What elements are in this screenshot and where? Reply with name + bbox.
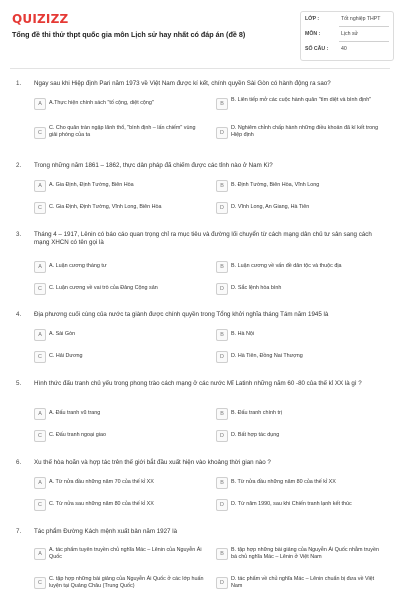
count-value: 40: [341, 46, 347, 52]
option-text: C. Hải Dương: [49, 353, 83, 359]
option-letter: A: [34, 548, 46, 560]
option-letter: A: [34, 180, 46, 192]
option-letter: C: [34, 202, 46, 214]
option-letter: A: [34, 261, 46, 273]
option-c[interactable]: [34, 575, 204, 591]
option-a[interactable]: [34, 178, 204, 194]
option-letter: A: [34, 329, 46, 341]
option-d[interactable]: [216, 497, 388, 513]
header: [0, 0, 400, 64]
subject-label: MÔN :: [305, 31, 321, 37]
option-letter: B: [216, 98, 228, 110]
option-text: B. Định Tường, Biên Hòa, Vĩnh Long: [231, 182, 320, 188]
option-letter: C: [34, 283, 46, 295]
question-text: Địa phương cuối cùng của nước ta giành được chính quyền trong Tổng khởi nghĩa tháng Tám năm 1945 là: [34, 311, 329, 318]
option-letter: D: [216, 351, 228, 363]
option-c[interactable]: [34, 497, 204, 513]
option-letter: B: [216, 408, 228, 420]
question-number: 3.: [16, 231, 22, 238]
option-d[interactable]: [216, 200, 388, 216]
option-letter: D: [216, 430, 228, 442]
meta-subject-row: [305, 29, 389, 42]
option-text: A. Luận cương tháng tư: [49, 263, 107, 269]
option-text: D. tác phẩm về chủ nghĩa Mác – Lênin chuẩn bị đưa về Việt Nam: [231, 576, 375, 589]
option-text: C. Luận cương về vai trò của Đảng Cộng sản: [49, 285, 158, 291]
question-number: 6.: [16, 459, 22, 466]
option-a[interactable]: [34, 96, 204, 112]
option-text: B. Từ nửa đầu những năm 80 của thế kỉ XX: [231, 479, 336, 485]
option-text: B. Hà Nội: [231, 331, 255, 337]
option-b[interactable]: [216, 406, 388, 422]
question-text: Ngay sau khi Hiệp định Pari năm 1973 về Việt Nam được kí kết, chính quyền Sài Gòn có hành động ra sao?: [34, 80, 331, 87]
option-text: B. Luận cương về vấn đề dân tộc và thuộc địa: [231, 263, 342, 269]
option-letter: B: [216, 180, 228, 192]
option-letter: C: [34, 351, 46, 363]
option-text: D. Nghiêm chỉnh chấp hành những điều khoản đã kí kết trong Hiệp định: [231, 125, 379, 138]
option-letter: C: [34, 499, 46, 511]
option-b[interactable]: [216, 475, 388, 491]
option-text: A. Đấu tranh vũ trang: [49, 410, 101, 416]
question-number: 4.: [16, 311, 22, 318]
option-a[interactable]: [34, 546, 204, 562]
option-d[interactable]: [216, 281, 388, 297]
option-text: C. Từ nửa sau những năm 80 của thế kỉ XX: [49, 501, 154, 507]
option-text: B. Đấu tranh chính trị: [231, 410, 282, 416]
option-a[interactable]: [34, 327, 204, 343]
option-c[interactable]: [34, 428, 204, 444]
class-value: Tốt nghiệp THPT: [341, 16, 381, 22]
meta-count-row: [305, 44, 389, 57]
option-letter: C: [34, 127, 46, 139]
option-text: A. Gia Định, Định Tường, Biên Hòa: [49, 182, 134, 188]
option-text: A.Thực hiện chính sách "tố cộng, diệt cộng": [49, 100, 154, 106]
option-text: C. tập hợp những bài giảng của Nguyễn Ái Quốc ở các lớp huấn luyện tại Quảng Châu (Trung Quốc): [49, 576, 204, 589]
option-d[interactable]: [216, 428, 388, 444]
question-text: Xu thế hòa hoãn và hợp tác trên thế giới bắt đầu xuất hiện vào khoảng thời gian nào ?: [34, 459, 271, 466]
option-b[interactable]: [216, 327, 388, 343]
option-d[interactable]: [216, 349, 388, 365]
option-c[interactable]: [34, 200, 204, 216]
quizizz-logo: QUIZIZZ: [12, 12, 69, 26]
option-text: C. Cho quân tràn ngập lãnh thổ, "bình định – lấn chiếm" vùng giải phóng của ta: [49, 125, 196, 138]
option-letter: A: [34, 98, 46, 110]
question-number: 2.: [16, 162, 22, 169]
option-text: A. Sài Gòn: [49, 331, 76, 337]
option-letter: D: [216, 577, 228, 589]
option-text: D. Sắc lệnh hòa bình: [231, 285, 282, 291]
option-letter: A: [34, 477, 46, 489]
question-number: 1.: [16, 80, 22, 87]
option-text: C. Đấu tranh ngoại giao: [49, 432, 106, 438]
option-a[interactable]: [34, 475, 204, 491]
subject-value: Lịch sử: [341, 31, 359, 37]
option-text: C. Gia Định, Định Tường, Vĩnh Long, Biên Hòa: [49, 204, 162, 210]
count-label: SỐ CÂU :: [305, 46, 329, 52]
option-a[interactable]: [34, 259, 204, 275]
option-text: D. Từ năm 1990, sau khi Chiến tranh lạnh kết thúc: [231, 501, 352, 507]
option-letter: D: [216, 127, 228, 139]
option-text: B. Liên tiếp mở các cuộc hành quân "tìm diệt và bình định": [231, 97, 372, 103]
option-letter: B: [216, 548, 228, 560]
option-d[interactable]: [216, 575, 388, 591]
class-label: LỚP :: [305, 16, 320, 22]
option-letter: B: [216, 329, 228, 341]
option-b[interactable]: [216, 546, 388, 562]
question-text: Tác phẩm Đường Kách mệnh xuất bản năm 1927 là: [34, 528, 178, 535]
option-letter: B: [216, 261, 228, 273]
option-text: D. Vĩnh Long, An Giang, Hà Tiên: [231, 204, 310, 210]
option-text: A. tác phẩm tuyên truyền chủ nghĩa Mác – Lênin của Nguyễn Ái Quốc: [49, 547, 202, 560]
meta-divider: [339, 26, 389, 27]
option-c[interactable]: [34, 281, 204, 297]
option-text: B. tập hợp những bài giảng của Nguyễn Ái Quốc nhằm truyền bá chủ nghĩa Mác – Lênin ở Việt Nam: [231, 547, 379, 560]
option-letter: D: [216, 499, 228, 511]
question-text: Hình thức đấu tranh chủ yếu trong phong trào cách mạng ở các nước Mĩ Latinh những năm 60 -80 của thế kỉ XX là gì ?: [34, 380, 362, 387]
option-letter: A: [34, 408, 46, 420]
document-title: Tổng đề thi thử thpt quốc gia môn Lịch sử hay nhất có đáp án (đề 8): [12, 30, 246, 39]
option-letter: D: [216, 202, 228, 214]
meta-divider: [339, 41, 389, 42]
option-letter: C: [34, 430, 46, 442]
question-number: 7.: [16, 528, 22, 535]
question-text: Trong những năm 1861 – 1862, thực dân pháp đã chiếm được các tỉnh nào ở Nam Kì?: [34, 162, 273, 169]
option-letter: C: [34, 577, 46, 589]
option-text: A. Từ nửa đầu những năm 70 của thế kỉ XX: [49, 479, 154, 485]
option-d[interactable]: [216, 125, 388, 141]
option-text: D. Hà Tiên, Đồng Nai Thượng: [231, 353, 303, 359]
meta-box: [300, 11, 394, 61]
meta-class-row: [305, 14, 389, 27]
option-c[interactable]: [34, 349, 204, 365]
header-divider: [10, 68, 390, 69]
option-letter: D: [216, 283, 228, 295]
option-text: D. Bất hợp tác dụng: [231, 432, 280, 438]
question-text: Tháng 4 – 1917, Lênin có báo cáo quan trọng chỉ ra mục tiêu và đường lối chuyển từ cách mạng dân chủ tư sản sang cách mạng XHCN có tên gọi là: [34, 231, 372, 247]
option-b[interactable]: [216, 96, 388, 112]
option-b[interactable]: [216, 178, 388, 194]
option-letter: B: [216, 477, 228, 489]
option-a[interactable]: [34, 406, 204, 422]
option-b[interactable]: [216, 259, 388, 275]
question-number: 5.: [16, 380, 22, 387]
option-c[interactable]: [34, 125, 204, 141]
